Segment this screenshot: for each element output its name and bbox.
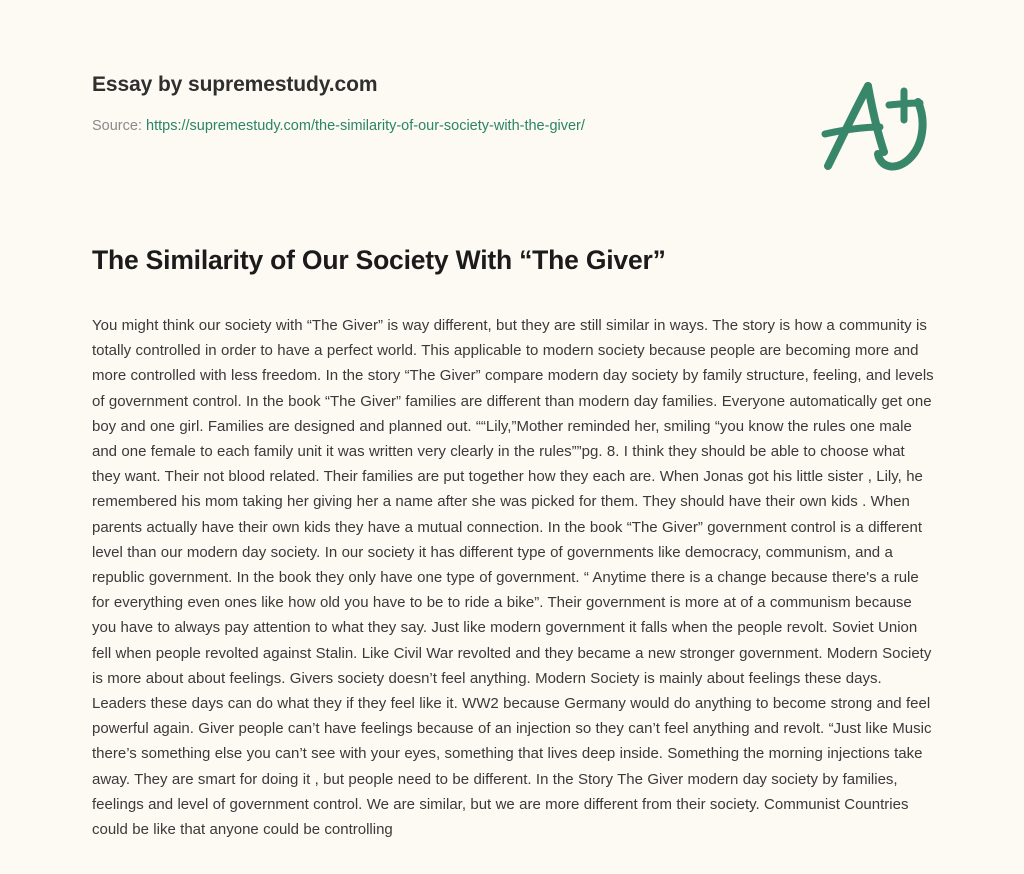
brand-title: Essay by supremestudy.com xyxy=(92,73,378,96)
source-url-link[interactable]: https://supremestudy.com/the-similarity-of-our-society-with-the-giver/ xyxy=(146,118,585,134)
source-label: Source: xyxy=(92,118,142,134)
article xyxy=(92,243,937,842)
a-plus-logo xyxy=(812,72,940,176)
article-body-text: You might think our society with “The Giver” is way different, but they are still similar in ways. The story is how a community is totally controlled in order to have a perfect world. This applicable to modern society because people are becoming more and more controlled with less freedom. In the story “The Giver” compare modern day society by family structure, feeling, and levels of government control. In the book “The Giver” families are different than modern day families. Everyone automatically get one boy and one girl. Families are designed and planned out. ““Lily,”Mother reminded her, smiling “you know the rules one male and one female to each family unit it was written very clearly in the rules””pg. 8. I think they should be able to choose what they want. Their not blood related. Their families are put together how they each are. When Jonas got his little sister , Lily, he remembered his mom taking her giving her a name after she was picked for them. They should have their own kids . When parents actually have their own kids they have a mutual connection. In the book “The Giver” government control is a different level than our modern day society. In our society it has different type of governments like democracy, communism, and a republic government. In the book they only have one type of government. “ Anytime there is a change because there's a rule for everything even ones like how old you have to be to ride a bike”. Their government is more at of a communism because you have to always pay attention to what they say. Just like modern government it falls when the people revolt. Soviet Union fell when people revolted against Stalin. Like Civil War revolted and they became a new stronger government. Modern Society is more about about feelings. Givers society doesn’t feel anything. Modern Society is mainly about feelings these days. Leaders these days can do what they if they feel like it. WW2 because Germany would do anything to become strong and feel powerful again. Giver people can’t have feelings because of an injection so they can’t feel anything and revolt. “Just like Music there’s something else you can’t see with your eyes, something that lives deep inside. Something the morning injections take away. They are smart for doing it , but people need to be different. In the Story The Giver modern day society by families, feelings and level of government control. We are similar, but we are more different from their society. Communist Countries could be like that anyone could be controlling xyxy=(92,317,934,839)
a-plus-logo-icon xyxy=(812,72,940,176)
page-title: The Similarity of Our Society With “The Giver” xyxy=(92,245,666,275)
